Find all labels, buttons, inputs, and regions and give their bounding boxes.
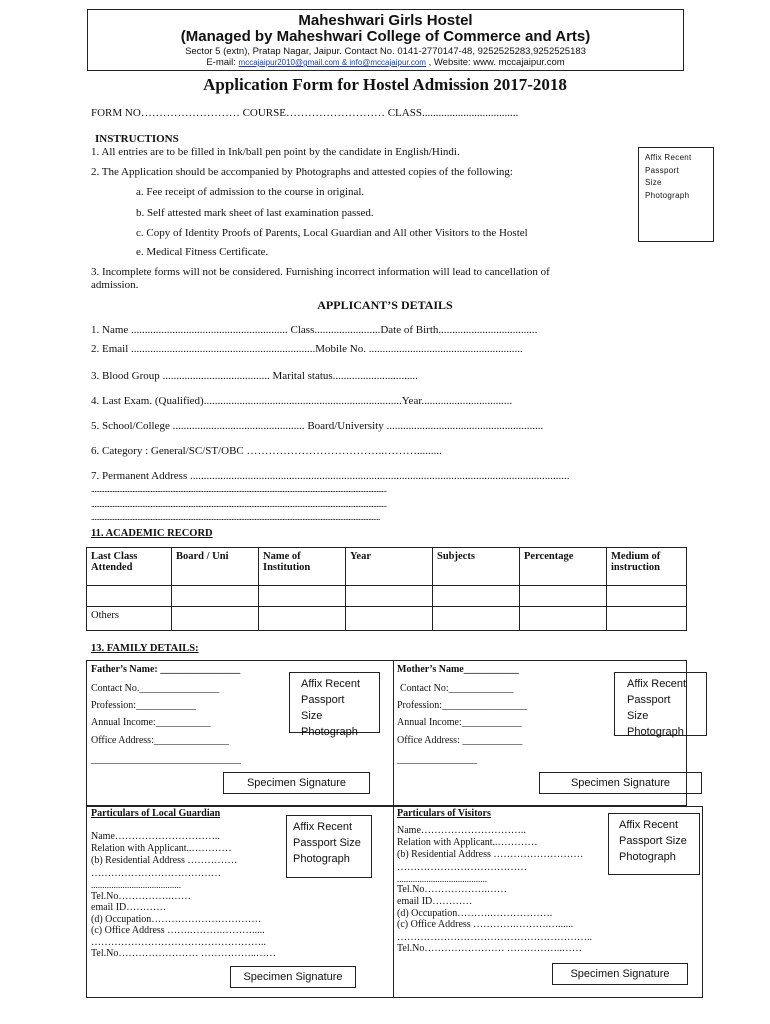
visitor-office-2[interactable]: ………………………………………………….. xyxy=(397,932,592,943)
mother-name[interactable]: Mother’s Name___________ xyxy=(397,664,519,675)
visitor-res-3[interactable]: ........................................ xyxy=(397,874,487,884)
managed-by: (Managed by Maheshwari College of Commerce and Arts) xyxy=(180,28,591,45)
applicant-heading: APPLICANT’S DETAILS xyxy=(317,298,453,312)
cell[interactable] xyxy=(607,586,687,607)
photo-label: Passport Size xyxy=(627,694,671,722)
mother-office-2[interactable]: ________________ xyxy=(397,754,477,765)
mother-office[interactable]: Office Address: ____________ xyxy=(397,735,523,746)
photo-label: Passport Size xyxy=(619,835,687,847)
mother-photo-box[interactable] xyxy=(614,672,707,736)
form-no-line: FORM NO……………………… COURSE……………………… CLASS................................... xyxy=(91,107,519,119)
guardian-res-2[interactable]: ………………………………… xyxy=(91,868,221,879)
photo-label: Photograph xyxy=(619,851,676,863)
visitors-heading: Particulars of Visitors xyxy=(397,808,491,819)
visitor-relation[interactable]: Relation with Applicant..………… xyxy=(397,837,538,848)
photo-label: Affix Recent xyxy=(619,819,679,831)
col-last-class: Last Class Attended xyxy=(87,548,172,586)
cell[interactable] xyxy=(607,607,687,631)
cell[interactable] xyxy=(346,607,433,631)
guardian-residential[interactable]: (b) Residential Address …………… xyxy=(91,855,238,866)
col-year: Year xyxy=(346,548,433,586)
academic-table xyxy=(86,547,687,631)
cell[interactable] xyxy=(433,586,520,607)
photo-label: Affix Recent xyxy=(301,678,361,690)
guardian-tel-2[interactable]: Tel.No…………………… ……………..…… xyxy=(91,948,276,959)
top-photo-box[interactable] xyxy=(638,147,714,242)
photo-label-1: Affix Recent xyxy=(645,153,692,162)
others-cell: Others xyxy=(87,607,172,631)
guardian-occupation[interactable]: (d) Occupation…………………………… xyxy=(91,914,262,925)
website: , Website: www. mccajaipur.com xyxy=(425,57,565,68)
academic-heading: 11. ACADEMIC RECORD xyxy=(91,528,213,539)
guardian-name[interactable]: Name………………………….. xyxy=(91,831,220,842)
cell[interactable] xyxy=(259,607,346,631)
visitor-tel-2[interactable]: Tel.No…………………… ……………..…… xyxy=(397,943,582,954)
father-signature-box[interactable]: Specimen Signature xyxy=(223,772,370,794)
guardian-office[interactable]: (c) Office Address …….……….………..... xyxy=(91,925,265,936)
photo-label: Affix Recent xyxy=(627,678,687,690)
photo-label: Photograph xyxy=(627,726,684,738)
address-line-2[interactable]: ................................................................................................................................................................................... xyxy=(91,484,387,494)
instruction-2b: b. Self attested mark sheet of last examination passed. xyxy=(136,207,374,219)
photo-label: Photograph xyxy=(301,726,358,738)
mother-contact[interactable]: Contact No:_____________ xyxy=(400,683,514,694)
visitor-occupation[interactable]: (d) Occupation……….………………. xyxy=(397,908,553,919)
photo-label-4: Photograph xyxy=(645,190,690,200)
guardian-divider xyxy=(393,806,394,998)
instruction-2e: e. Medical Fitness Certificate. xyxy=(136,246,269,258)
cell[interactable] xyxy=(433,607,520,631)
visitor-office[interactable]: (c) Office Address ………….……….…...... xyxy=(397,919,574,930)
father-name[interactable]: Father’s Name: ________________ xyxy=(91,664,241,675)
contact-line: Sector 5 (extn), Pratap Nagar, Jaipur. Contact No. 0141-2770147-48, 9252525283,9252525183 xyxy=(185,46,586,57)
cell[interactable] xyxy=(172,607,259,631)
mother-signature-box[interactable]: Specimen Signature xyxy=(539,772,702,794)
visitor-residential[interactable]: (b) Residential Address ……………………… xyxy=(397,849,584,860)
mother-profession[interactable]: Profession:_________________ xyxy=(397,700,527,711)
field-category[interactable]: 6. Category : General/SC/ST/OBC ………………………………..………......... xyxy=(91,445,442,457)
field-name[interactable]: 1. Name ......................................................... Class........................Date of Birth.................................... xyxy=(91,324,538,336)
father-office-2[interactable]: ______________________________ xyxy=(91,754,241,765)
visitor-email[interactable]: email ID………… xyxy=(397,896,473,907)
visitor-name[interactable]: Name………………………….. xyxy=(397,825,526,836)
address-line-3[interactable]: ................................................................................................................................................................................... xyxy=(91,499,387,509)
form-title: Application Form for Hostel Admission 2017-2018 xyxy=(203,75,567,94)
family-divider xyxy=(393,660,394,806)
col-percentage: Percentage xyxy=(520,548,607,586)
guardian-email[interactable]: email ID………… xyxy=(91,902,167,913)
visitor-photo-box[interactable] xyxy=(608,813,700,875)
table-row[interactable] xyxy=(87,586,687,607)
cell[interactable] xyxy=(172,586,259,607)
instruction-2c: c. Copy of Identity Proofs of Parents, Local Guardian and All other Visitors to the Hostel xyxy=(136,227,528,239)
cell[interactable] xyxy=(87,586,172,607)
instruction-1: 1. All entries are to be filled in Ink/ball pen point by the candidate in English/Hindi. xyxy=(91,146,460,158)
guardian-office-2[interactable]: …………………………………………….. xyxy=(91,937,266,948)
guardian-heading: Particulars of Local Guardian xyxy=(91,808,221,819)
family-heading: 13. FAMILY DETAILS: xyxy=(91,643,199,654)
field-blood-group[interactable]: 3. Blood Group ....................................... Marital status............................... xyxy=(91,370,418,382)
photo-label: Affix Recent xyxy=(293,821,353,833)
father-photo-box[interactable] xyxy=(289,672,380,738)
table-row[interactable] xyxy=(87,607,687,631)
visitor-res-2[interactable]: ………………………………… xyxy=(397,862,527,873)
cell[interactable] xyxy=(259,586,346,607)
field-school[interactable]: 5. School/College ................................................ Board/University ......................................................... xyxy=(91,420,544,432)
email-label: E-mail: xyxy=(206,57,239,68)
guardian-relation[interactable]: Relation with Applicant..………… xyxy=(91,843,232,854)
photo-label-2: Passport xyxy=(645,165,679,175)
email-line xyxy=(87,57,684,68)
instruction-2: 2. The Application should be accompanied by Photographs and attested copies of the following: xyxy=(91,166,513,178)
photo-label: Photograph xyxy=(293,853,350,865)
guardian-res-3[interactable]: ........................................ xyxy=(91,880,181,890)
father-contact[interactable]: Contact No.________________ xyxy=(91,683,220,694)
hostel-name: Maheshwari Girls Hostel xyxy=(298,12,473,29)
photo-label: Passport Size xyxy=(293,837,361,849)
col-subjects: Subjects xyxy=(433,548,520,586)
guardian-photo-box[interactable] xyxy=(286,815,372,878)
father-office[interactable]: Office Address:_______________ xyxy=(91,735,229,746)
instruction-3-cont: admission. xyxy=(91,279,139,291)
field-email[interactable]: 2. Email ...................................................................Mobile No. ........................................................ xyxy=(91,343,523,355)
field-last-exam[interactable]: 4. Last Exam. (Qualified)........................................................................Year................................. xyxy=(91,395,513,407)
cell[interactable] xyxy=(520,586,607,607)
instruction-3: 3. Incomplete forms will not be considered. Furnishing incorrect information will lead to cancellation of xyxy=(91,266,550,278)
col-institution: Name of Institution xyxy=(259,548,346,586)
father-profession[interactable]: Profession:____________ xyxy=(91,700,196,711)
guardian-tel[interactable]: Tel.No…………….…… xyxy=(91,891,191,902)
visitor-signature-box[interactable]: Specimen Signature xyxy=(552,963,688,985)
mother-income[interactable]: Annual Income:____________ xyxy=(397,717,522,728)
instructions-heading: INSTRUCTIONS xyxy=(95,133,179,145)
cell[interactable] xyxy=(520,607,607,631)
cell[interactable] xyxy=(346,586,433,607)
address-line-4[interactable]: ............................................................................................................................................................................... xyxy=(91,512,380,522)
father-income[interactable]: Annual Income:___________ xyxy=(91,717,211,728)
email-amp: & xyxy=(339,58,350,67)
photo-label: Passport Size xyxy=(301,694,345,722)
table-header-row xyxy=(87,548,687,586)
col-board: Board / Uni xyxy=(172,548,259,586)
guardian-signature-box[interactable]: Specimen Signature xyxy=(230,966,356,988)
field-permanent-address[interactable]: 7. Permanent Address .......................................................................................................................................... xyxy=(91,470,570,482)
photo-label-3: Size xyxy=(645,178,662,187)
col-medium: Medium of instruction xyxy=(607,548,687,586)
email-link-2[interactable]: info@mccajaipur.com xyxy=(349,58,426,67)
visitor-tel[interactable]: Tel.No……………….…… xyxy=(397,884,507,895)
email-link-1[interactable]: mccajaipur2010@gmail.com xyxy=(238,58,340,67)
instruction-2a: a. Fee receipt of admission to the course in original. xyxy=(136,186,365,198)
